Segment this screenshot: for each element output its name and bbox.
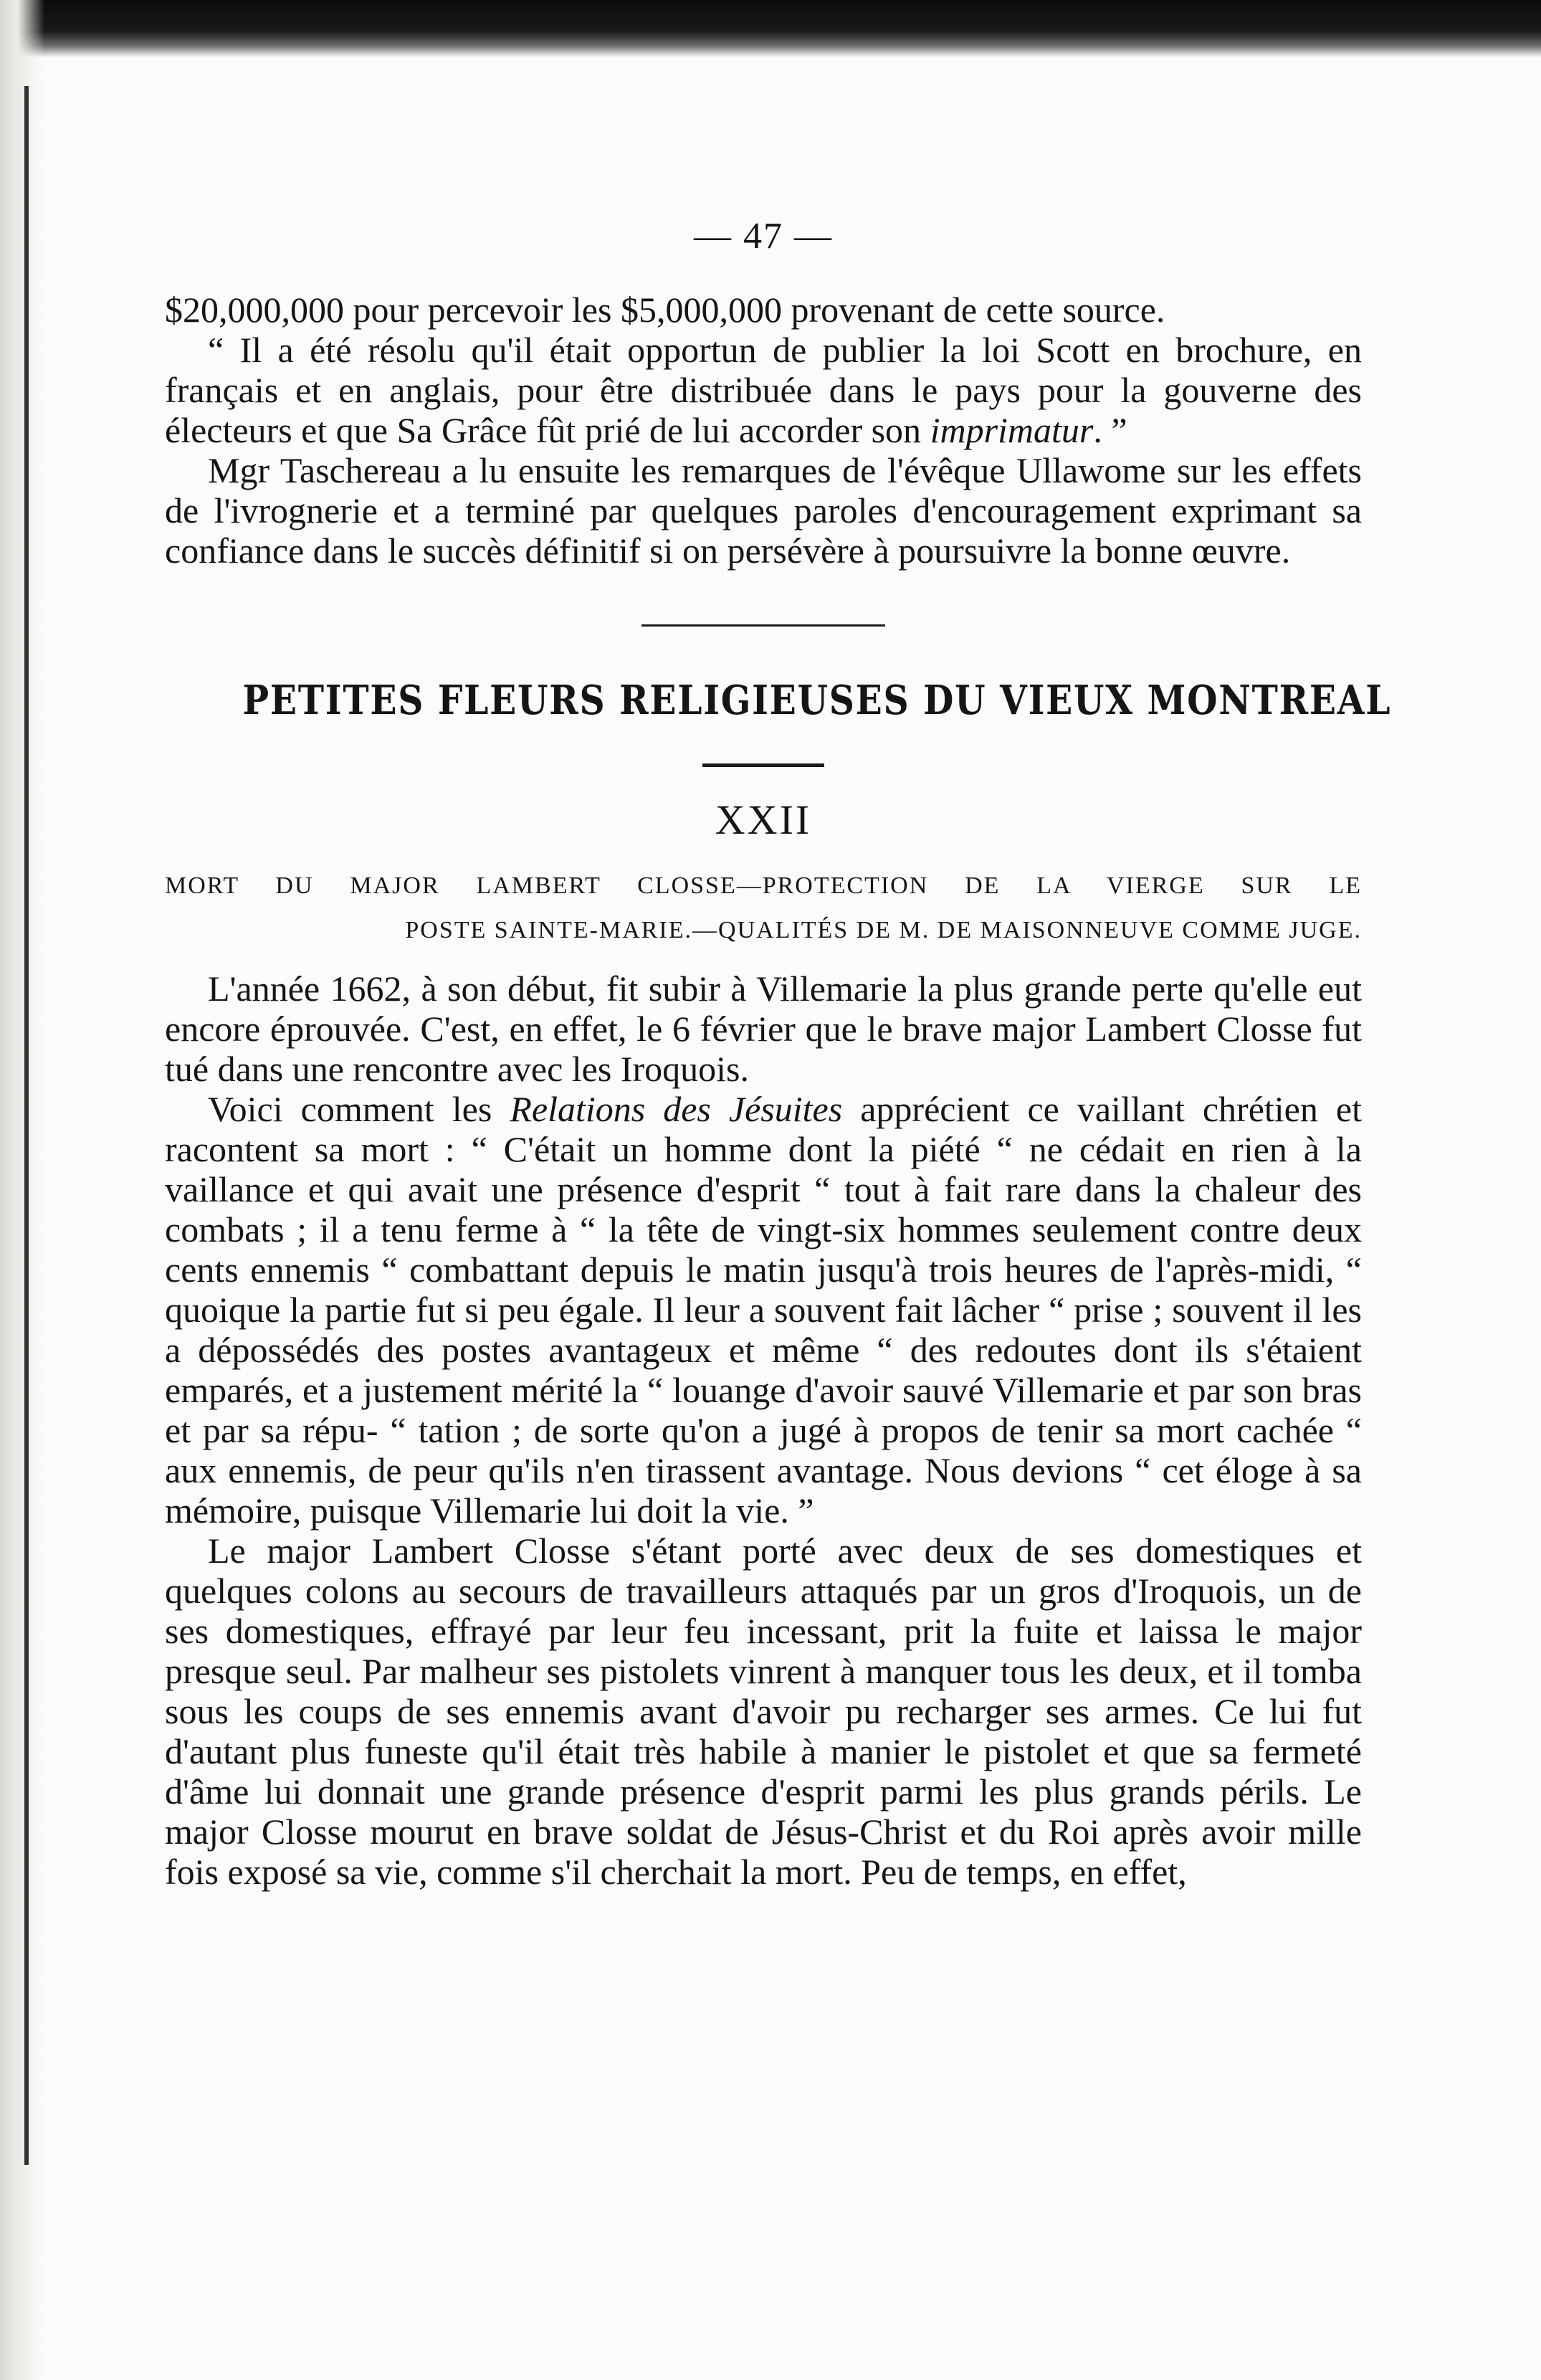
body-paragraph-3: Le major Lambert Closse s'étant porté avec deux de ses domestiques et quelques colons au secours de travailleurs attaqués par un gros d'Iroquois, un de ses domestiques, effrayé par leur feu incessant, prit la fuite et laissa le major presque seul. Par malheur ses pistolets vinrent à manquer tous les deux, et il tomba sous les coups de ses ennemis avant d'avoir pu recharger ses armes. Ce lui fut d'autant plus funeste qu'il était très habile à manier le pistolet et que sa fermeté d'âme lui donnait une grande présence d'esprit parmi les plus grands périls. Le major Closse mourut en brave soldat de Jésus-Christ et du Roi après avoir mille fois exposé sa vie, comme s'il cherchait la mort. Peu de temps, en effet, [165,1531,1362,1892]
scan-top-edge [0,0,1541,57]
chapter-number: XXII [715,796,812,843]
body-paragraph-2 [165,1089,1362,1531]
body-paragraph-1: L'année 1662, à son début, fit subir à Villemarie la plus grande perte qu'elle eut encore éprouvée. C'est, en effet, le 6 février que le brave major Lambert Closse fut tué dans une rencontre avec les Iroquois. [165,968,1362,1089]
body-paragraph-2-start: Voici comment les [208,1089,492,1129]
document-page [165,215,1392,1892]
paragraph-top-2-text: “ Il a été résolu qu'il était opportun de publier la loi Scott en brochure, en français et en anglais, pour être distribuée dans le pays pour la gouverne des électeurs et que Sa Grâce fût prié de lui accorder son [165,330,1362,450]
paragraph-top-2 [165,330,1362,450]
paragraph-top-3: Mgr Taschereau a lu ensuite les remarques de l'évêque Ullawome sur les effets de l'ivrognerie et a terminé par quelques paroles d'encouragement exprimant sa confiance dans le succès définitif si on persévère à poursuivre la bonne œuvre. [165,450,1362,571]
section-title: PETITES FLEURS RELIGIEUSES DU VIEUX MONTREAL [242,677,1392,724]
chapter-summary-line-1: MORT DU MAJOR LAMBERT CLOSSE—PROTECTION DE LA VIERGE SUR LE [165,872,1362,899]
chapter-summary-line-2: POSTE SAINTE-MARIE.—QUALITÉS DE M. DE MAISONNEUVE COMME JUGE. [405,917,1362,943]
chapter-summary [165,864,1362,953]
section-divider [641,624,885,627]
relations-title: Relations des Jésuites [510,1089,843,1129]
scan-left-edge [0,0,44,2380]
imprimatur-word: imprimatur [930,410,1094,450]
paragraph-top-1: $20,000,000 pour percevoir les $5,000,000 provenant de cette source. [165,290,1165,330]
binding-shadow [24,86,29,2165]
page-number: — 47 — [694,216,833,257]
imprimatur-tail: . ” [1093,410,1127,450]
chapter-body [165,968,1362,1892]
body-paragraph-2-rest: apprécient ce vaillant chrétien et racontent sa mort : “ C'était un homme dont la piété “ ne cédait en rien à la vaillance et qui avait une présence d'esprit “ tout à fait rare dans la chaleur des combats ; il a tenu ferme à “ la tête de vingt-six hommes seulement contre deux cents ennemis “ combattant depuis le matin jusqu'à trois heures de l'après-midi, “ quoique la partie fut si peu égale. Il leur a souvent fait lâcher “ prise ; souvent il les a dépossédés des postes avantageux et même “ des redoutes dont ils s'étaient emparés, et a justement mérité la “ louange d'avoir sauvé Villemarie et par son bras et par sa répu- “ tation ; de sorte qu'on a jugé à propos de tenir sa mort cachée “ aux ennemis, de peur qu'ils n'en tirassent avantage. Nous devions “ cet éloge à sa mémoire, puisque Villemarie lui doit la vie. ” [165,1089,1362,1531]
title-underline [702,763,824,767]
